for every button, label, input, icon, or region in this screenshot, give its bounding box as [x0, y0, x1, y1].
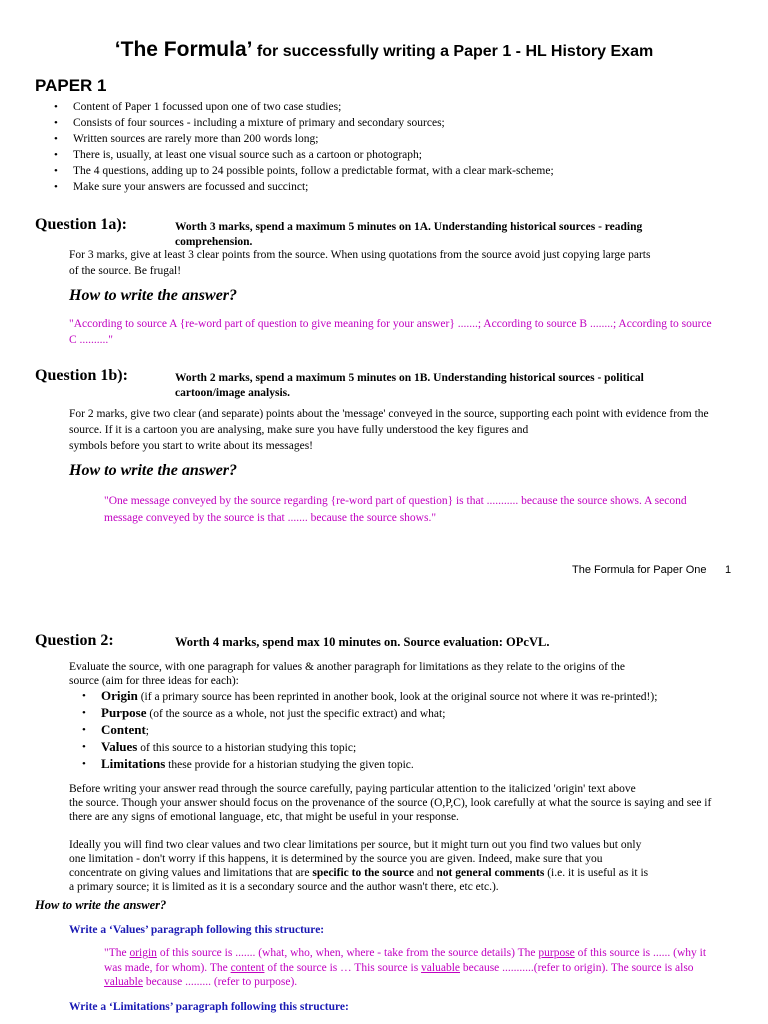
- text-run: of this source is ....... (what, who, when, where - take from the source details) The: [156, 947, 539, 959]
- text-run: "The: [104, 947, 130, 959]
- q2-description: Worth 4 marks, spend max 10 minutes on. Source evaluation: OPcVL.: [175, 635, 550, 649]
- q1b-description-line1: Worth 2 marks, spend a maximum 5 minutes on 1B. Understanding historical sources - political: [175, 372, 644, 384]
- q1a-heading: Question 1a):: [35, 216, 127, 233]
- list-item: • Written sources are rarely more than 200 words long;: [40, 131, 740, 147]
- list-item: • Content of Paper 1 focussed upon one of two case studies;: [40, 99, 740, 115]
- q2-para2-line3: [69, 866, 648, 881]
- q1b-body-line1: For 2 marks, give two clear (and separate) points about the 'message' conveyed in the source, supporting each point with evidence from the: [69, 408, 709, 420]
- opcvl-list: [68, 688, 758, 773]
- q1b-answer-line2: message conveyed by the source is that ....... because the source shows.": [104, 512, 437, 524]
- values-answer-line1: [104, 945, 706, 961]
- page-footer-label: The Formula for Paper One: [572, 564, 707, 576]
- q1a-description-line1: Worth 3 marks, spend a maximum 5 minutes on 1A. Understanding historical sources - reading: [175, 221, 643, 233]
- q2-para1-line1: Before writing your answer read through the source carefully, paying particular attention to the italicized 'origin' text above: [69, 783, 636, 795]
- q2-intro-line1: Evaluate the source, with one paragraph for values & another paragraph for limitations as they relate to the origins of the: [69, 661, 625, 673]
- q1b-body-line3: symbols before you start to write about its messages!: [69, 440, 314, 452]
- values-paragraph-heading: Write a ‘Values’ paragraph following this structure:: [69, 924, 325, 936]
- text-run: of this source is ...... (why it: [574, 947, 707, 959]
- underlined-term: valuable: [421, 962, 460, 974]
- q2-para2-line2: one limitation - don't worry if this happens, it is determined by the source you are given. Indeed, make sure that you: [69, 853, 603, 865]
- list-item: [68, 705, 758, 722]
- opcvl-keyword: Origin: [101, 688, 138, 703]
- q2-para1-line3: there are any signs of emotional language, etc, that might be useful in your response.: [69, 811, 459, 823]
- list-item: • Consists of four sources - including a mixture of primary and secondary sources;: [40, 115, 740, 131]
- title-subtitle: for successfully writing a Paper 1 - HL History Exam: [252, 43, 654, 60]
- emphasis-not-general: not general comments: [436, 867, 545, 879]
- q1a-body-line1: For 3 marks, give at least 3 clear points from the source. When using quotations from the source avoid just copying large parts: [69, 249, 651, 261]
- underlined-term: origin: [129, 947, 157, 959]
- q2-how-heading: How to write the answer?: [35, 898, 167, 912]
- emphasis-specific: specific to the source: [312, 867, 415, 879]
- q1a-body-line2: of the source. Be frugal!: [69, 265, 182, 277]
- q1a-description-line2: comprehension.: [175, 236, 253, 248]
- list-item: • The 4 questions, adding up to 24 possible points, follow a predictable format, with a clear mark-scheme;: [40, 163, 740, 179]
- opcvl-keyword: Content: [101, 722, 146, 738]
- title-main: ‘The Formula’: [114, 38, 253, 61]
- q2-para1-line2: the source. Though your answer should focus on the provenance of the source (O,P,C), look carefully at what the source is saying and see if: [69, 797, 712, 809]
- underlined-term: content: [230, 962, 265, 974]
- q2-para2-line4: a primary source; it is limited as it is a secondary source and the author wasn't there, etc etc.).: [69, 881, 499, 893]
- list-item: [68, 739, 758, 756]
- list-item: [68, 756, 758, 773]
- list-item: • There is, usually, at least one visual source such as a cartoon or photograph;: [40, 147, 740, 163]
- q1b-answer-line1: "One message conveyed by the source regarding {re-word part of question} is that ........... because the source shows. A second: [104, 495, 687, 507]
- q1b-how-heading: How to write the answer?: [69, 462, 238, 479]
- list-item: [68, 722, 758, 739]
- q1a-how-heading: How to write the answer?: [69, 287, 238, 304]
- opcvl-text: ;: [145, 725, 149, 738]
- q1b-body-line2: source. If it is a cartoon you are analysing, make sure you have fully understood the key figures and: [69, 424, 529, 436]
- text-run: (i.e. it is useful as it is: [544, 867, 649, 879]
- underlined-term: valuable: [104, 976, 143, 988]
- q2-heading: Question 2:: [35, 632, 114, 649]
- paper1-heading: PAPER 1: [35, 76, 107, 95]
- q2-intro-line2: source (aim for three ideas for each):: [69, 675, 239, 687]
- list-item: • Make sure your answers are focussed and succinct;: [40, 179, 740, 195]
- q1b-heading: Question 1b):: [35, 367, 128, 384]
- underlined-term: purpose: [538, 947, 575, 959]
- opcvl-text: of this source to a historian studying this topic;: [137, 742, 357, 755]
- opcvl-text: (of the source as a whole, not just the specific extract) and what;: [146, 708, 446, 721]
- text-run: because ...........(refer to origin). The source is also: [460, 962, 694, 974]
- q1a-answer-line1: "According to source A {re-word part of question to give meaning for your answer} .......; According to source B ........; According to source: [69, 318, 712, 330]
- text-run: because ......... (refer to purpose).: [142, 976, 298, 988]
- limitations-paragraph-heading: Write a ‘Limitations’ paragraph following this structure:: [69, 1001, 349, 1013]
- opcvl-text: these provide for a historian studying the given topic.: [165, 759, 414, 772]
- paper1-bullet-list: [40, 99, 740, 196]
- q1a-answer-line2: C ..........": [69, 334, 113, 346]
- text-run: of the source is … This source is: [264, 962, 422, 974]
- text-run: was made, for whom). The: [104, 962, 231, 974]
- page-number: 1: [725, 564, 732, 576]
- list-item: [68, 688, 758, 705]
- opcvl-keyword: Values: [101, 739, 138, 755]
- text-run: concentrate on giving values and limitations that are: [69, 867, 313, 879]
- q2-para2-line1: Ideally you will find two clear values and two clear limitations per source, but it might turn out you find two values but only: [69, 839, 642, 851]
- opcvl-text: (if a primary source has been reprinted in another book, look at the original source not where it was re-printed!);: [137, 691, 658, 703]
- document-title: [0, 38, 768, 62]
- values-answer-line3: [104, 974, 297, 990]
- q1b-description-line2: cartoon/image analysis.: [175, 387, 290, 399]
- text-run: and: [414, 867, 437, 879]
- opcvl-keyword: Limitations: [101, 756, 166, 772]
- opcvl-keyword: Purpose: [101, 705, 147, 721]
